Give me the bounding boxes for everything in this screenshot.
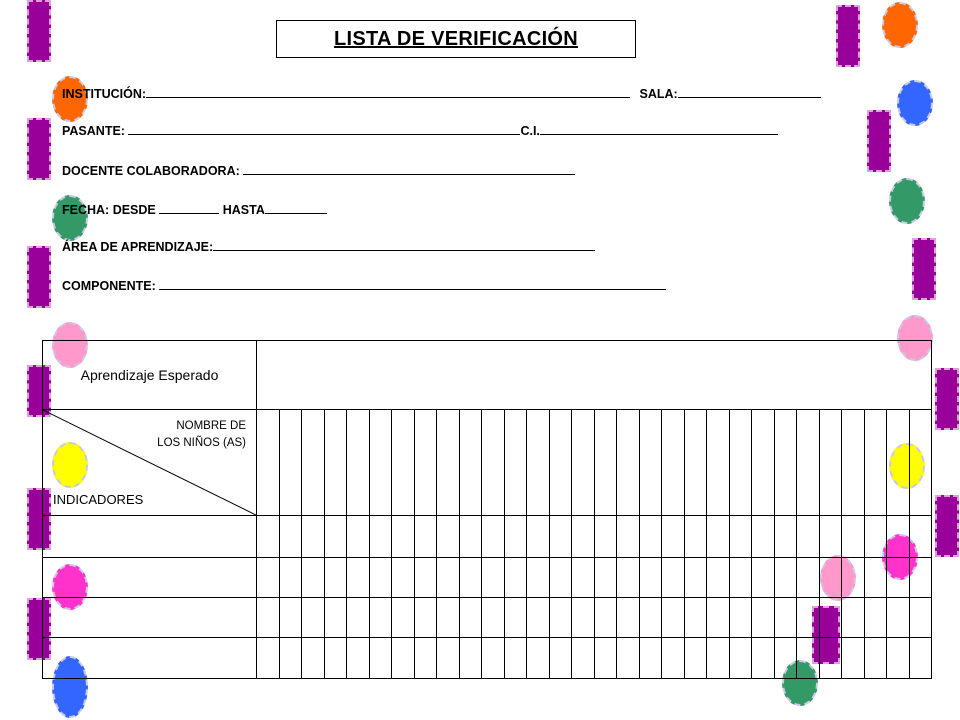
- purple-stamp-decoration: [27, 118, 51, 180]
- check-cell[interactable]: [302, 638, 325, 679]
- check-cell[interactable]: [549, 516, 572, 558]
- nombre-line1: NOMBRE DE: [176, 420, 246, 432]
- purple-stamp-decoration: [912, 238, 936, 300]
- check-cell[interactable]: [302, 558, 325, 598]
- student-name-cell[interactable]: [707, 410, 730, 516]
- check-cell[interactable]: [729, 638, 752, 679]
- student-name-cell[interactable]: [482, 410, 505, 516]
- check-cell[interactable]: [527, 558, 550, 598]
- sala-line[interactable]: [678, 86, 821, 98]
- check-cell[interactable]: [437, 558, 460, 598]
- check-cell[interactable]: [707, 558, 730, 598]
- aprendizaje-value-cell[interactable]: [257, 341, 932, 410]
- check-cell[interactable]: [887, 598, 910, 638]
- aprendizaje-label-cell: [43, 341, 257, 410]
- check-cell[interactable]: [684, 638, 707, 679]
- check-cell[interactable]: [864, 638, 887, 679]
- student-name-cell[interactable]: [572, 410, 595, 516]
- student-name-cell[interactable]: [257, 410, 280, 516]
- check-cell[interactable]: [684, 598, 707, 638]
- student-name-cell[interactable]: [594, 410, 617, 516]
- check-cell[interactable]: [774, 516, 797, 558]
- student-name-cell[interactable]: [842, 410, 865, 516]
- check-cell[interactable]: [392, 598, 415, 638]
- check-cell[interactable]: [684, 558, 707, 598]
- check-cell[interactable]: [392, 558, 415, 598]
- docente-row: [62, 163, 575, 179]
- purple-stamp-decoration: [867, 110, 891, 172]
- check-cell[interactable]: [617, 598, 640, 638]
- check-cell[interactable]: [527, 638, 550, 679]
- check-cell[interactable]: [729, 598, 752, 638]
- check-cell[interactable]: [527, 516, 550, 558]
- institucion-line[interactable]: [146, 86, 630, 98]
- check-cell[interactable]: [482, 516, 505, 558]
- check-cell[interactable]: [324, 558, 347, 598]
- componente-line[interactable]: [159, 278, 666, 290]
- check-cell[interactable]: [414, 516, 437, 558]
- check-cell[interactable]: [279, 558, 302, 598]
- check-cell[interactable]: [437, 638, 460, 679]
- check-cell[interactable]: [662, 516, 685, 558]
- check-cell[interactable]: [752, 516, 775, 558]
- fecha-desde-line[interactable]: [159, 202, 219, 214]
- fecha-row: [62, 202, 327, 218]
- check-cell[interactable]: [617, 638, 640, 679]
- check-cell[interactable]: [572, 558, 595, 598]
- check-cell[interactable]: [347, 638, 370, 679]
- indicator-cell[interactable]: [43, 558, 257, 598]
- check-cell[interactable]: [324, 516, 347, 558]
- check-cell[interactable]: [369, 598, 392, 638]
- check-cell[interactable]: [752, 598, 775, 638]
- check-cell[interactable]: [257, 638, 280, 679]
- student-name-cell[interactable]: [639, 410, 662, 516]
- check-cell[interactable]: [369, 638, 392, 679]
- check-cell[interactable]: [864, 558, 887, 598]
- check-cell[interactable]: [482, 638, 505, 679]
- check-cell[interactable]: [392, 516, 415, 558]
- purple-stamp-decoration: [27, 246, 51, 308]
- check-cell[interactable]: [594, 558, 617, 598]
- check-cell[interactable]: [324, 638, 347, 679]
- check-cell[interactable]: [459, 598, 482, 638]
- check-cell[interactable]: [909, 558, 932, 598]
- student-name-cell[interactable]: [819, 410, 842, 516]
- check-cell[interactable]: [549, 558, 572, 598]
- check-cell[interactable]: [347, 598, 370, 638]
- check-cell[interactable]: [459, 558, 482, 598]
- check-cell[interactable]: [437, 516, 460, 558]
- check-cell[interactable]: [662, 638, 685, 679]
- student-name-cell[interactable]: [684, 410, 707, 516]
- check-cell[interactable]: [392, 638, 415, 679]
- check-cell[interactable]: [437, 598, 460, 638]
- check-cell[interactable]: [594, 598, 617, 638]
- check-cell[interactable]: [302, 516, 325, 558]
- check-cell[interactable]: [257, 558, 280, 598]
- componente-row: [62, 278, 666, 294]
- pasante-line[interactable]: [128, 123, 520, 135]
- check-cell[interactable]: [279, 638, 302, 679]
- check-cell[interactable]: [774, 638, 797, 679]
- check-cell[interactable]: [414, 638, 437, 679]
- check-cell[interactable]: [842, 638, 865, 679]
- check-cell[interactable]: [639, 558, 662, 598]
- ci-line[interactable]: [540, 123, 778, 135]
- purple-stamp-decoration: [27, 0, 51, 62]
- check-cell[interactable]: [797, 598, 820, 638]
- student-name-cell[interactable]: [302, 410, 325, 516]
- check-cell[interactable]: [347, 558, 370, 598]
- check-cell[interactable]: [414, 558, 437, 598]
- student-name-cell[interactable]: [662, 410, 685, 516]
- fecha-desde-label: FECHA: DESDE: [62, 203, 156, 217]
- check-cell[interactable]: [504, 598, 527, 638]
- student-name-cell[interactable]: [752, 410, 775, 516]
- check-cell[interactable]: [909, 598, 932, 638]
- student-name-cell[interactable]: [729, 410, 752, 516]
- check-cell[interactable]: [842, 516, 865, 558]
- check-cell[interactable]: [572, 638, 595, 679]
- check-cell[interactable]: [887, 638, 910, 679]
- student-name-cell[interactable]: [369, 410, 392, 516]
- check-cell[interactable]: [887, 516, 910, 558]
- aprendizaje-row: [43, 341, 932, 410]
- purple-stamp-decoration: [836, 5, 860, 67]
- componente-label: COMPONENTE:: [62, 279, 156, 293]
- check-cell[interactable]: [909, 516, 932, 558]
- check-cell[interactable]: [662, 598, 685, 638]
- check-cell[interactable]: [662, 558, 685, 598]
- check-cell[interactable]: [257, 598, 280, 638]
- check-cell[interactable]: [369, 558, 392, 598]
- check-cell[interactable]: [752, 558, 775, 598]
- student-name-cell[interactable]: [909, 410, 932, 516]
- check-cell[interactable]: [347, 516, 370, 558]
- student-name-cell[interactable]: [797, 410, 820, 516]
- check-cell[interactable]: [819, 638, 842, 679]
- purple-stamp-decoration: [935, 495, 959, 557]
- check-cell[interactable]: [324, 598, 347, 638]
- ci-label: C.I.: [520, 124, 540, 138]
- institucion-label: INSTITUCIÓN:: [62, 87, 147, 101]
- check-cell[interactable]: [864, 516, 887, 558]
- student-name-cell[interactable]: [392, 410, 415, 516]
- page-title: LISTA DE VERIFICACIÓN: [333, 27, 579, 50]
- student-name-cell[interactable]: [864, 410, 887, 516]
- check-cell[interactable]: [414, 598, 437, 638]
- header-row: [43, 410, 932, 516]
- indicator-row: [43, 516, 932, 558]
- check-cell[interactable]: [279, 516, 302, 558]
- check-cell[interactable]: [707, 516, 730, 558]
- check-cell[interactable]: [752, 638, 775, 679]
- check-cell[interactable]: [572, 598, 595, 638]
- student-name-cell[interactable]: [437, 410, 460, 516]
- check-cell[interactable]: [819, 516, 842, 558]
- check-cell[interactable]: [257, 516, 280, 558]
- check-cell[interactable]: [459, 516, 482, 558]
- student-name-cell[interactable]: [459, 410, 482, 516]
- green-balloon-decoration: [889, 178, 925, 224]
- check-cell[interactable]: [797, 638, 820, 679]
- check-cell[interactable]: [819, 558, 842, 598]
- check-cell[interactable]: [684, 516, 707, 558]
- check-cell[interactable]: [639, 638, 662, 679]
- sala-label: SALA:: [639, 87, 678, 101]
- check-cell[interactable]: [459, 638, 482, 679]
- indicator-cell[interactable]: [43, 598, 257, 638]
- indicator-cell[interactable]: [43, 516, 257, 558]
- check-cell[interactable]: [527, 598, 550, 638]
- student-name-cell[interactable]: [414, 410, 437, 516]
- check-cell[interactable]: [549, 638, 572, 679]
- check-cell[interactable]: [617, 558, 640, 598]
- student-name-cell[interactable]: [887, 410, 910, 516]
- check-cell[interactable]: [549, 598, 572, 638]
- area-line[interactable]: [213, 239, 595, 251]
- check-cell[interactable]: [729, 558, 752, 598]
- student-name-cell[interactable]: [774, 410, 797, 516]
- student-name-cell[interactable]: [504, 410, 527, 516]
- check-cell[interactable]: [504, 638, 527, 679]
- institucion-row: [62, 86, 821, 102]
- docente-line[interactable]: [243, 163, 575, 175]
- check-cell[interactable]: [707, 598, 730, 638]
- check-cell[interactable]: [482, 598, 505, 638]
- check-cell[interactable]: [617, 516, 640, 558]
- title-box: [276, 20, 636, 58]
- check-cell[interactable]: [639, 598, 662, 638]
- indicator-row: [43, 598, 932, 638]
- student-name-cell[interactable]: [279, 410, 302, 516]
- check-cell[interactable]: [482, 558, 505, 598]
- check-cell[interactable]: [819, 598, 842, 638]
- check-cell[interactable]: [707, 638, 730, 679]
- orange-balloon-decoration: [882, 2, 918, 48]
- aprendizaje-label: Aprendizaje Esperado: [80, 367, 219, 383]
- docente-label: DOCENTE COLABORADORA:: [62, 164, 240, 178]
- check-cell[interactable]: [774, 598, 797, 638]
- check-cell[interactable]: [887, 558, 910, 598]
- checklist-table: [42, 340, 932, 679]
- check-cell[interactable]: [639, 516, 662, 558]
- check-cell[interactable]: [797, 516, 820, 558]
- check-cell[interactable]: [774, 558, 797, 598]
- indicator-row: [43, 558, 932, 598]
- student-name-cell[interactable]: [617, 410, 640, 516]
- student-name-cell[interactable]: [527, 410, 550, 516]
- check-cell[interactable]: [504, 558, 527, 598]
- check-cell[interactable]: [797, 558, 820, 598]
- student-name-cell[interactable]: [347, 410, 370, 516]
- check-cell[interactable]: [594, 638, 617, 679]
- check-cell[interactable]: [369, 516, 392, 558]
- pasante-label: PASANTE:: [62, 124, 125, 138]
- student-name-cell[interactable]: [324, 410, 347, 516]
- nombre-line2: LOS NIÑOS (AS): [157, 437, 246, 449]
- check-cell[interactable]: [909, 638, 932, 679]
- hasta-line[interactable]: [265, 202, 327, 214]
- check-cell[interactable]: [302, 598, 325, 638]
- pasante-row: [62, 123, 778, 139]
- blue-balloon-decoration: [897, 80, 933, 126]
- check-cell[interactable]: [504, 516, 527, 558]
- check-cell[interactable]: [572, 516, 595, 558]
- diagonal-header-cell: [43, 410, 257, 516]
- area-label: ÁREA DE APRENDIZAJE:: [62, 240, 214, 254]
- area-row: [62, 239, 595, 255]
- purple-stamp-decoration: [935, 368, 959, 430]
- check-cell[interactable]: [729, 516, 752, 558]
- hasta-label: HASTA: [222, 203, 265, 217]
- indicator-row: [43, 638, 932, 679]
- check-cell[interactable]: [842, 598, 865, 638]
- check-cell[interactable]: [864, 598, 887, 638]
- indicadores-label: INDICADORES: [53, 492, 144, 507]
- check-cell[interactable]: [279, 598, 302, 638]
- student-name-cell[interactable]: [549, 410, 572, 516]
- indicator-cell[interactable]: [43, 638, 257, 679]
- check-cell[interactable]: [594, 516, 617, 558]
- check-cell[interactable]: [842, 558, 865, 598]
- nombre-ninos-label: [157, 418, 246, 452]
